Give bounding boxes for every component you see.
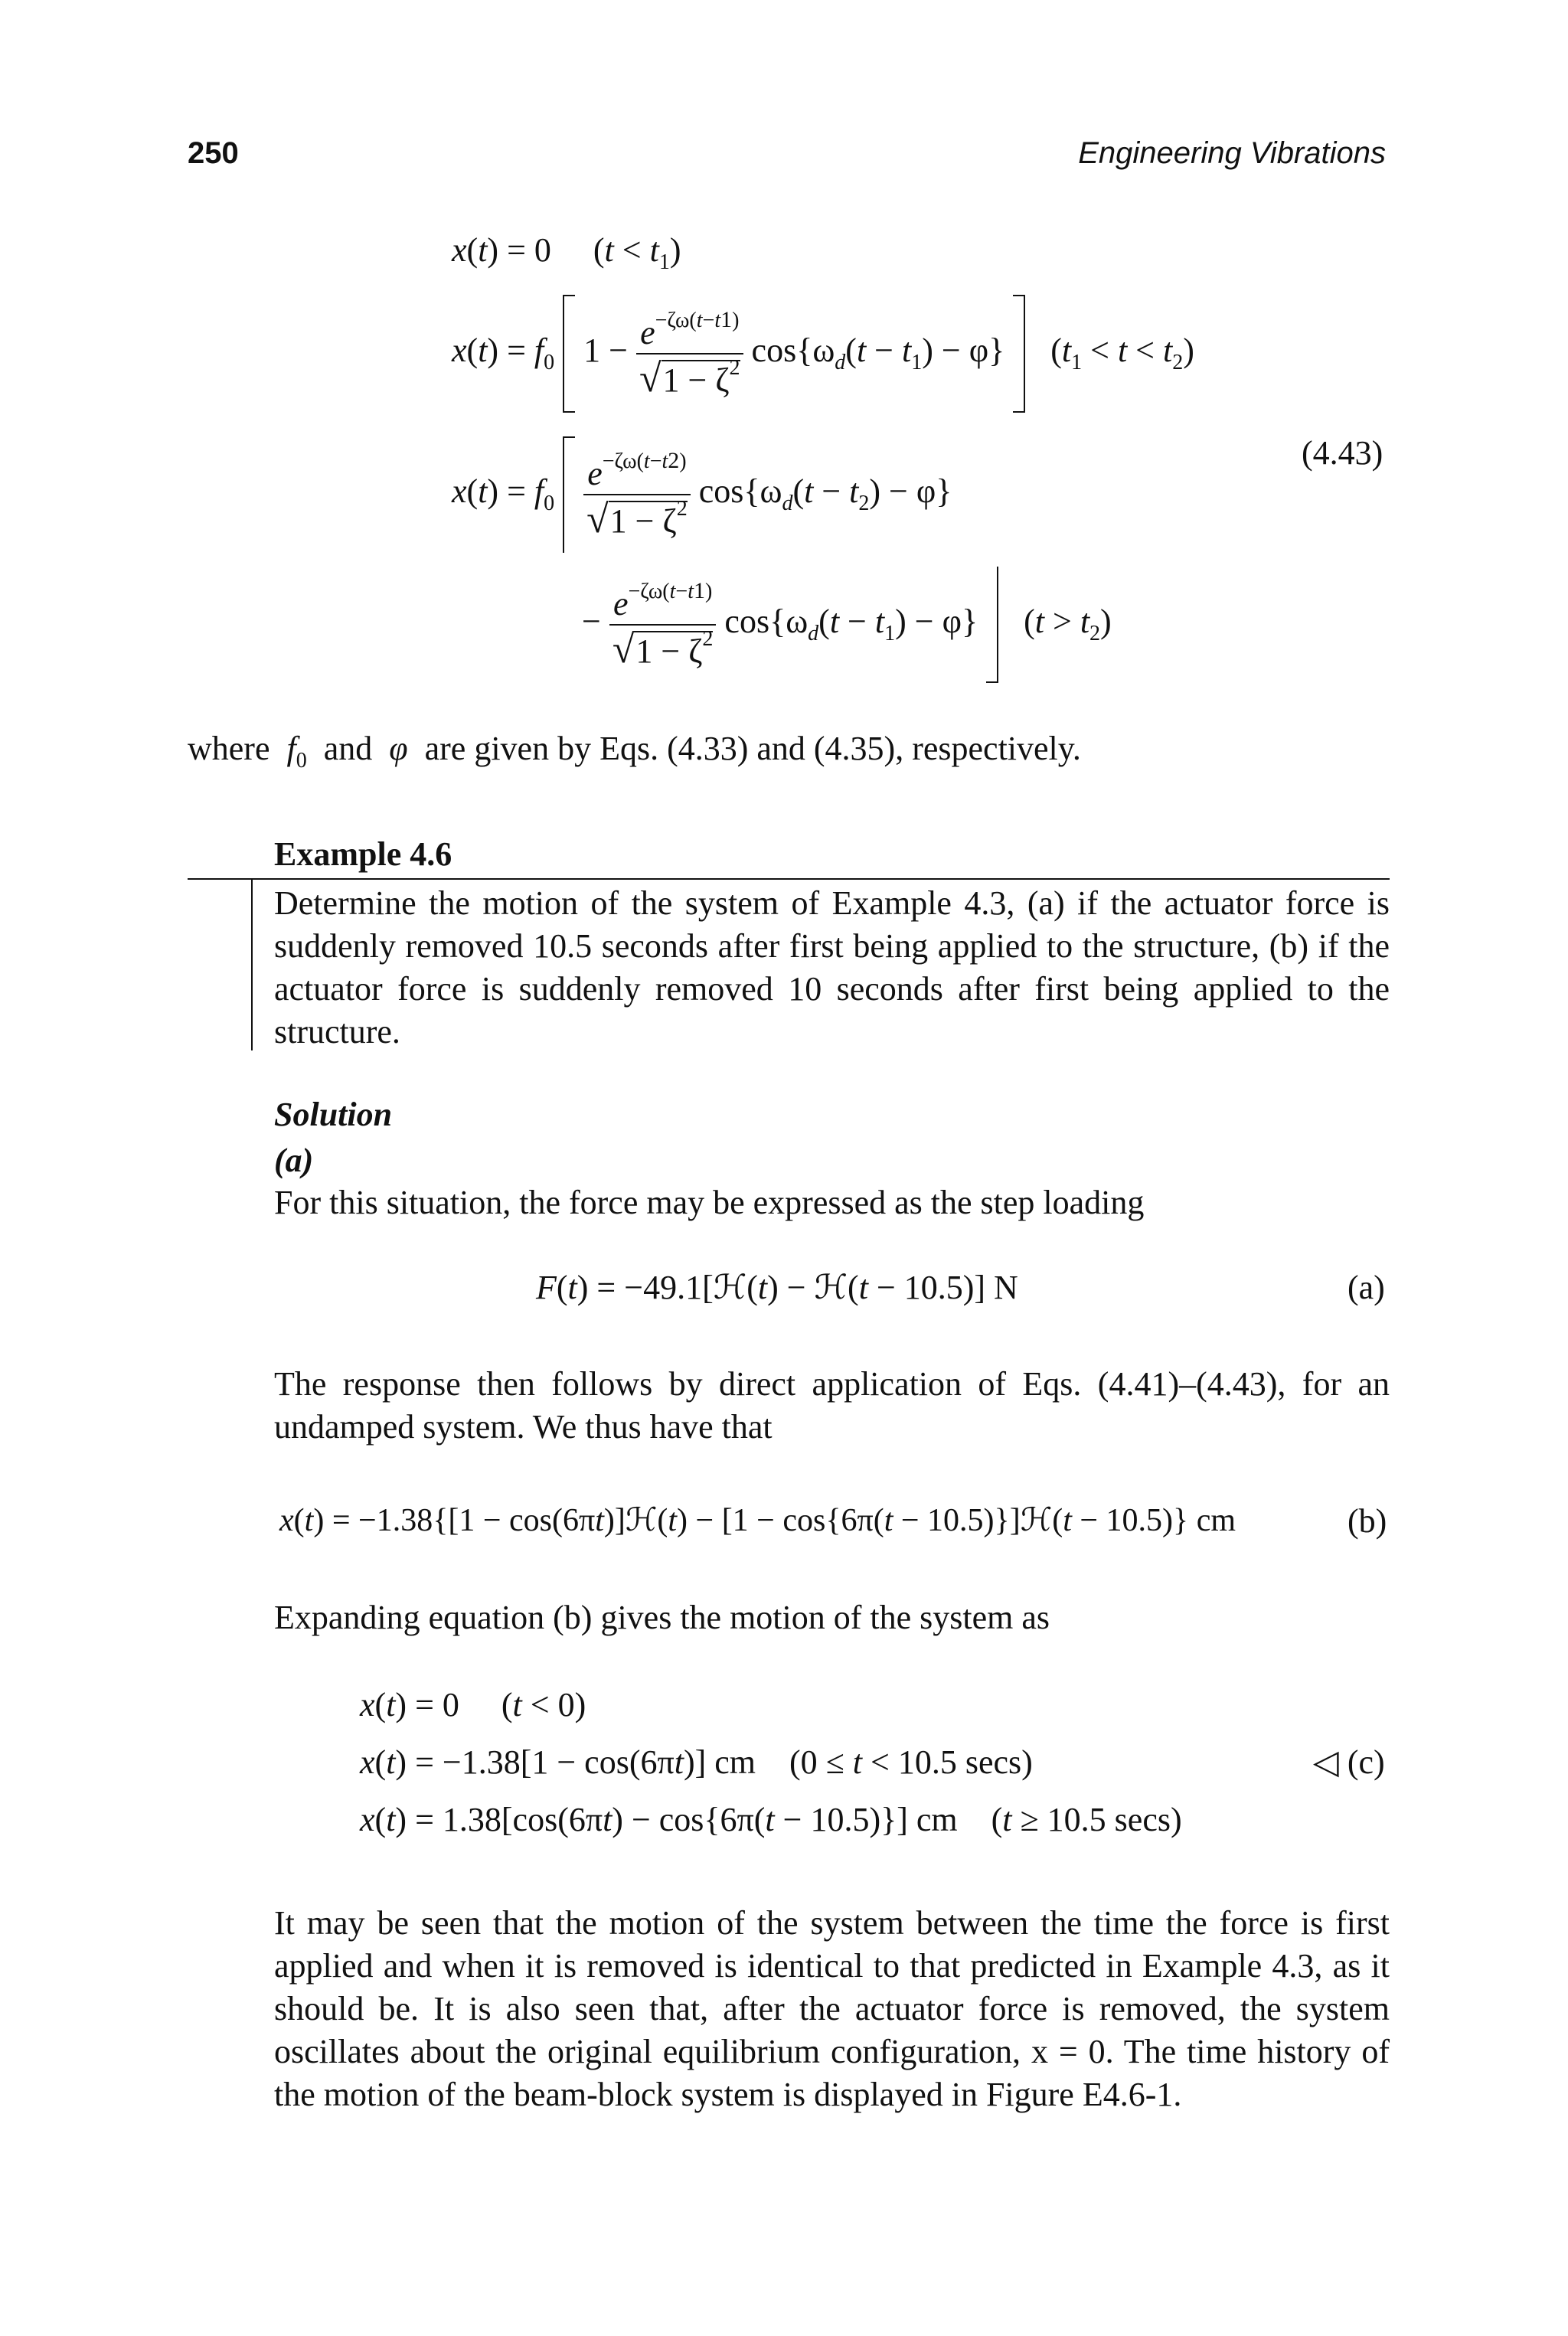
example-side-rule	[251, 878, 253, 1050]
example-statement: Determine the motion of the system of Example 4.3, (a) if the actuator force is suddenly removed 10.5 seconds after first being applied to the structure, (b) if the actuator force is suddenly removed 10 seconds after first being applied to the structure.	[274, 884, 1390, 1050]
eq443-line1: x(t) = 0 $(t < t_1)$	[452, 231, 681, 274]
equation-a: F(t) = −49.1[ℋ(t) − ℋ(t − 10.5)] N	[536, 1269, 1018, 1306]
and-word: and	[323, 730, 373, 767]
running-title: Engineering Vibrations	[1078, 136, 1386, 170]
equation-a-tag: (a)	[1348, 1269, 1385, 1306]
where-rest: are given by Eqs. (4.33) and (4.35), respectively.	[424, 730, 1081, 767]
example-title: Example 4.6	[274, 835, 452, 873]
eq443-tag: (4.43)	[1302, 434, 1383, 472]
expand-text: Expanding equation (b) gives the motion of the system as	[274, 1599, 1050, 1636]
solution-intro: For this situation, the force may be expressed as the step loading	[274, 1184, 1145, 1221]
where-line: where $f_0$ and φ are given by Eqs. (4.33) and (4.35), respectively.	[188, 730, 1081, 773]
solution-heading: Solution	[274, 1096, 393, 1133]
eq443-line3: $x(t) = f_0$ $\frac{e^{-\zeta\omega(t-t2)}}{√1 - \zeta^2}$ $\cos\{\omega_d(t - t_2) - \varphi\}$	[452, 436, 952, 553]
page-number: 250	[188, 136, 239, 170]
response-text: The response then follows by direct application of Eqs. (4.41)–(4.43), for an undamped system. We thus have that	[274, 1365, 1390, 1446]
equation-c-line3: x(t) = 1.38[cos(6πt) − cos{6π(t − 10.5)}] cm (t ≥ 10.5 secs)	[360, 1801, 1182, 1838]
eq443-line4: − $\frac{e^{-\zeta\omega(t-t1)}}{√1 - \zeta^2}$ $\cos\{\omega_d(t - t_1) - \varphi\}$ $(t > t_2)$	[582, 567, 1112, 683]
eq443-line2: $x(t) = f_0$ 1 − $\frac{e^{-\zeta\omega(t-t1)}}{√1 - \zeta^2}$ $\cos\{\omega_d(t - t_1) - \varphi\}$ $(t_1 < t < t_2)$	[452, 295, 1194, 413]
equation-c-line1: x(t) = 0 (t < 0)	[360, 1686, 586, 1723]
equation-b: x(t) = −1.38{[1 − cos(6πt)]ℋ(t) − [1 − cos{6π(t − 10.5)}]ℋ(t − 10.5)} cm	[279, 1503, 1236, 1538]
example-top-rule	[188, 878, 1390, 880]
equation-c-line2: x(t) = −1.38[1 − cos(6πt)] cm (0 ≤ t < 10.5 secs)	[360, 1743, 1033, 1781]
where-word: where	[188, 730, 270, 767]
conclusion-text: It may be seen that the motion of the system between the time the force is first applied and when it is removed is identical to that predicted in Example 4.3, as it should be. It is also seen that, after the actuator force is removed, the system oscillates about the original equilibrium configuration, x = 0. The time history of the motion of the beam-block system is displayed in Figure E4.6-1.	[274, 1904, 1390, 2113]
equation-c-tag: ◁ (c)	[1313, 1743, 1385, 1781]
part-label: (a)	[274, 1142, 314, 1179]
equation-b-tag: (b)	[1348, 1502, 1387, 1540]
